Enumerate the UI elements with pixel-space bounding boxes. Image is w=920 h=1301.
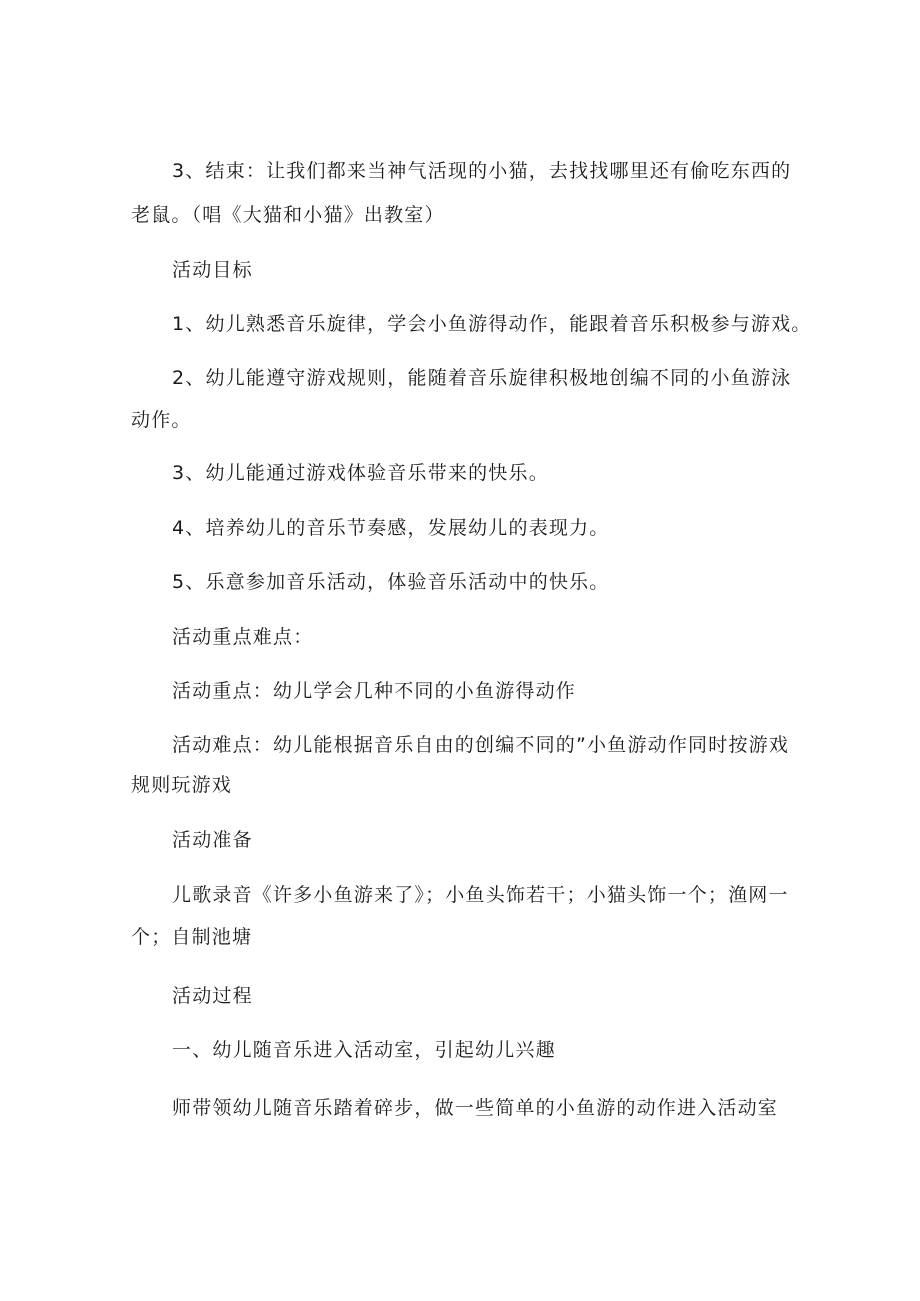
step-1-heading: 一、幼儿随音乐进入活动室，引起幼儿兴趣 bbox=[172, 1039, 556, 1061]
goal-2-line-1: 2、幼儿能遵守游戏规则，能随着音乐旋律积极地创编不同的小鱼游泳 bbox=[172, 367, 792, 389]
key-point: 活动重点：幼儿学会几种不同的小鱼游得动作 bbox=[172, 680, 577, 702]
goal-2-line-2: 动作。 bbox=[131, 409, 192, 431]
prep-heading: 活动准备 bbox=[172, 829, 253, 851]
step-1-body: 师带领幼儿随音乐踏着碎步，做一些简单的小鱼游的动作进入活动室 bbox=[172, 1097, 779, 1119]
prep-line-1: 儿歌录音《许多小鱼游来了》；小鱼头饰若干；小猫头饰一个；渔网一 bbox=[172, 884, 789, 906]
goal-1: 1、幼儿熟悉音乐旋律，学会小鱼游得动作，能跟着音乐积极参与游戏。 bbox=[172, 313, 812, 335]
goals-heading: 活动目标 bbox=[172, 259, 253, 281]
goal-5: 5、乐意参加音乐活动，体验音乐活动中的快乐。 bbox=[172, 571, 610, 593]
prep-line-2: 个；自制池塘 bbox=[131, 926, 253, 948]
difficulty-line-1: 活动难点：幼儿能根据音乐自由的创编不同的”小鱼游动作同时按游戏 bbox=[172, 734, 790, 756]
process-heading: 活动过程 bbox=[172, 985, 253, 1007]
difficulty-line-2: 规则玩游戏 bbox=[131, 774, 233, 796]
goal-4: 4、培养幼儿的音乐节奏感，发展幼儿的表现力。 bbox=[172, 517, 610, 539]
goal-3: 3、幼儿能通过游戏体验音乐带来的快乐。 bbox=[172, 462, 549, 484]
key-points-heading: 活动重点难点： bbox=[172, 626, 314, 648]
ending-line-1: 3、结束：让我们都来当神气活现的小猫，去找找哪里还有偷吃东西的 bbox=[172, 160, 792, 182]
ending-line-2: 老鼠。（唱《大猫和小猫》出教室） bbox=[131, 204, 445, 226]
